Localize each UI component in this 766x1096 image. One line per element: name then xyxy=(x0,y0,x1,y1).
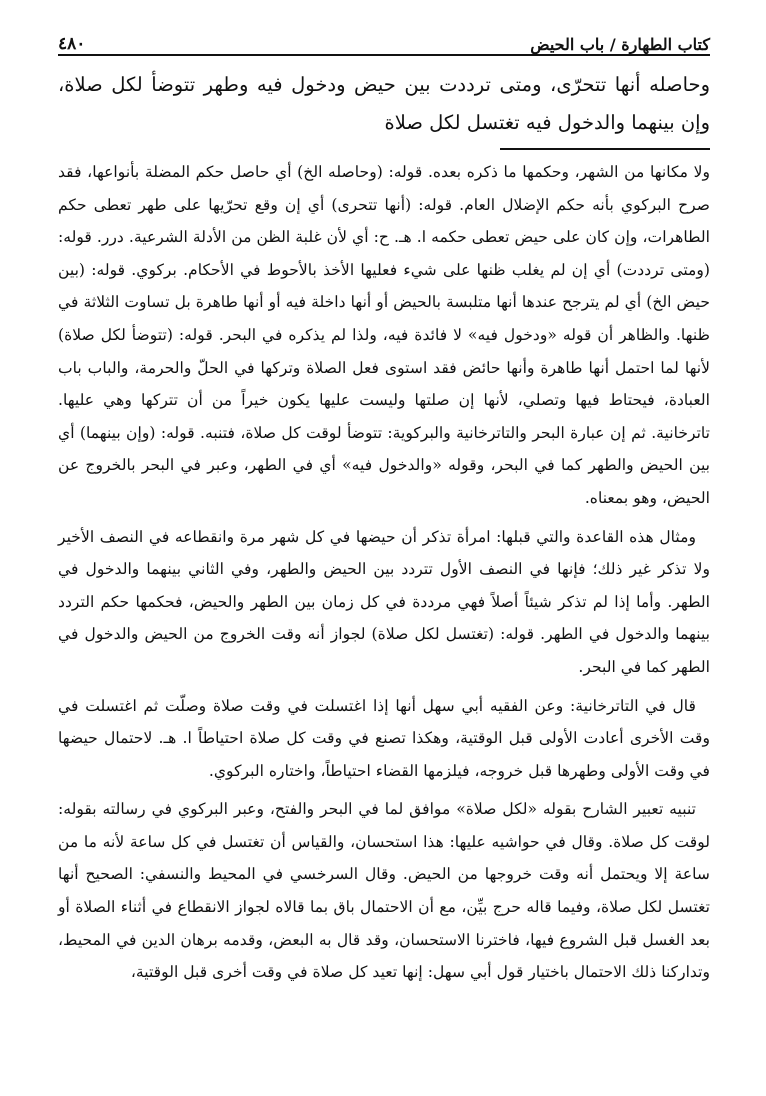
commentary-paragraph-2: ومثال هذه القاعدة والتي قبلها: امرأة تذكر أن حيضها في كل شهر مرة وانقطاعه في النصف الأخير ولا تذكر غير ذلك؛ فإنها في النصف الأول تتردد بين الحيض والطهر، وفي الثاني بينهما والدخول في الطهر. وأما إذا لم تذكر شيئاً أصلاً فهي مرددة في كل زمان بين الطهر والحيض، فحكمها حكم التردد بينهما والدخول في الطهر. قوله: (تغتسل لكل صلاة) لجواز أنه وقت الخروج من الحيض والدخول في الطهر كما في البحر. xyxy=(58,527,710,676)
chapter-title: كتاب الطهارة / باب الحيض xyxy=(530,35,710,54)
matn-paragraph: وحاصله أنها تتحرّى، ومتى ترددت بين حيض ودخول فيه وطهر تتوضأ لكل صلاة، وإن بينهما والدخول فيه تغتسل لكل صلاة xyxy=(58,73,710,134)
book-page xyxy=(58,30,710,989)
separator-line xyxy=(500,148,710,150)
commentary-paragraph-1: ولا مكانها من الشهر، وحكمها ما ذكره بعده. قوله: (وحاصله الخ) أي حاصل حكم المضلة بأنواعها، فقد صرح البركوي بأنه حكم الإضلال العام. قوله: (أنها تتحرى) أي إن وقع تحرّيها على طهر تعطى حكم الطاهرات، وإن كان على حيض تعطى حكمه ا. هـ. ح: أي لأن غلبة الظن من الأدلة الشرعية. درر. قوله: (ومتى ترددت) أي إن لم يغلب ظنها على شيء فعليها الأخذ بالأحوط في الأحكام. بركوي. قوله: (بين حيض الخ) أي لم يترجح عندها أنها متلبسة بالحيض أو أنها داخلة فيه أو أنها طاهرة بل تساوت الثلاثة في ظنها. والظاهر أن قوله «ودخول فيه» لا فائدة فيه، ولذا لم يذكره في البحر. قوله: (تتوضأ لكل صلاة) لأنها لما احتمل أنها طاهرة وأنها حائض فقد استوى فعل الصلاة وتركها في الحلّ والحرمة، والباب باب العبادة، فيحتاط فيها وتصلي، لأنها إن صلتها وليست عليها يكون خيراً من أن تتركها وهي عليها. تاترخانية. ثم إن عبارة البحر والتاترخانية والبركوية: تتوضأ لوقت كل صلاة، فتنبه. قوله: (وإن بينهما) أي بين الحيض والطهر كما في البحر، وقوله «والدخول فيه» أي في الطهر، وعبر في البحر بالخروج عن الحيض، وهو بمعناه. xyxy=(58,163,710,507)
running-header xyxy=(58,30,710,56)
commentary-block xyxy=(58,156,710,989)
commentary-paragraph-3: قال في التاترخانية: وعن الفقيه أبي سهل أنها إذا اغتسلت في وقت صلاة وصلّت ثم اغتسلت في وقت الأخرى أعادت الأولى قبل الوقتية، وهكذا تصنع في وقت كل صلاة احتياطاً ا. هـ. لاحتمال حيضها في وقت الأولى وطهرها قبل خروجه، فيلزمها القضاء احتياطاً، واختاره البركوي. xyxy=(58,696,710,780)
page-number: ٤٨٠ xyxy=(58,34,86,54)
commentary-paragraph-4: تنبيه تعبير الشارح بقوله «لكل صلاة» موافق لما في البحر والفتح، وعبر البركوي في رسالته بقوله: لوقت كل صلاة. وقال في حواشيه عليها: هذا استحسان، والقياس أن تغتسل في كل ساعة لأنه ما من ساعة إلا ويحتمل أنه وقت خروجها من الحيض. وقال السرخسي في المحيط والنسفي: الصحيح أنها تغتسل لكل صلاة، وفيما قاله حرج بيِّن، مع أن الاحتمال باق بما قالاه لجواز الانقطاع في أثناء الصلاة أو بعد الغسل قبل الشروع فيها، فاخترنا الاستحسان، وقد قال به البعض، وقدمه برهان الدين في المحيط، وتداركنا ذلك الاحتمال باختيار قول أبي سهل: إنها تعيد كل صلاة في وقت أخرى قبل الوقتية، xyxy=(58,800,710,982)
matn-text-block xyxy=(58,66,710,148)
